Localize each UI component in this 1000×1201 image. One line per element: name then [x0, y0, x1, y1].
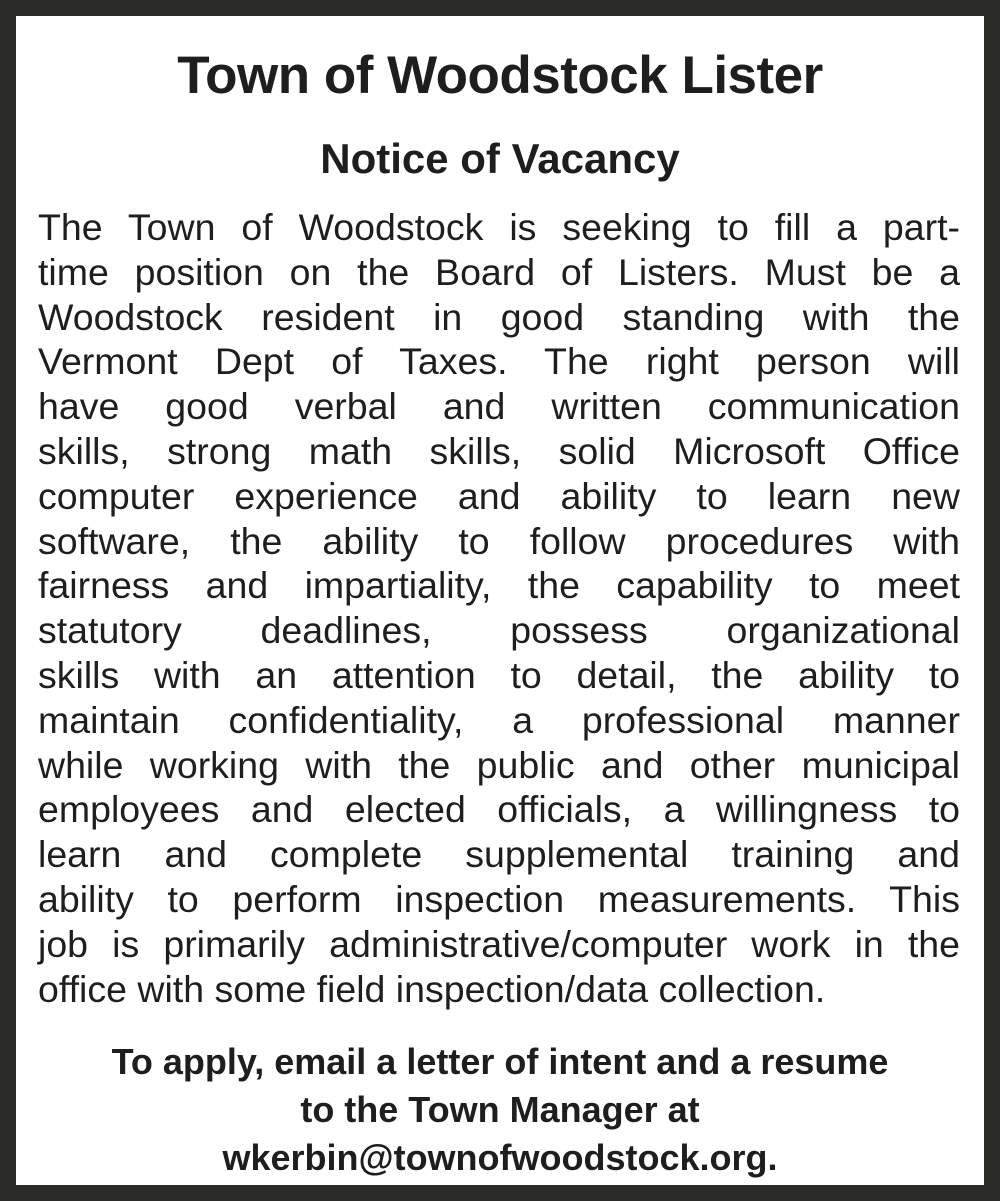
body-line: have good verbal and written communication	[38, 385, 960, 428]
body-line: employees and elected officials, a willingness to	[38, 788, 960, 831]
body-line: ability to perform inspection measurements. This	[38, 877, 960, 920]
apply-instructions	[16, 1038, 984, 1182]
body-line: The Town of Woodstock is seeking to fill a part-	[38, 206, 960, 248]
notice-body	[38, 205, 960, 1011]
body-line: maintain confidentiality, a professional manner	[38, 698, 960, 741]
body-line: skills, strong math skills, solid Microsoft Office	[38, 429, 960, 472]
apply-line: To apply, email a letter of intent and a resume	[111, 1041, 889, 1082]
body-line: job is primarily administrative/computer work in the	[38, 922, 960, 965]
body-line: fairness and impartiality, the capability to meet	[38, 564, 960, 607]
body-line: statutory deadlines, possess organizational	[38, 609, 960, 652]
notice-title: Town of Woodstock Lister	[177, 46, 823, 105]
body-line: while working with the public and other municipal	[38, 743, 960, 786]
body-line: Vermont Dept of Taxes. The right person will	[38, 340, 960, 383]
apply-line: to the Town Manager at	[300, 1089, 700, 1130]
body-line: skills with an attention to detail, the ability to	[38, 653, 960, 696]
body-line: time position on the Board of Listers. Must be a	[38, 250, 960, 293]
body-line: Woodstock resident in good standing with the	[38, 295, 960, 338]
body-line: office with some field inspection/data collection.	[38, 967, 826, 1010]
notice-subtitle: Notice of Vacancy	[320, 135, 680, 182]
body-line: software, the ability to follow procedures with	[38, 519, 960, 562]
contact-email: wkerbin@townofwoodstock.org.	[222, 1137, 778, 1178]
body-line: learn and complete supplemental training and	[38, 833, 960, 876]
body-line: computer experience and ability to learn new	[38, 474, 960, 517]
